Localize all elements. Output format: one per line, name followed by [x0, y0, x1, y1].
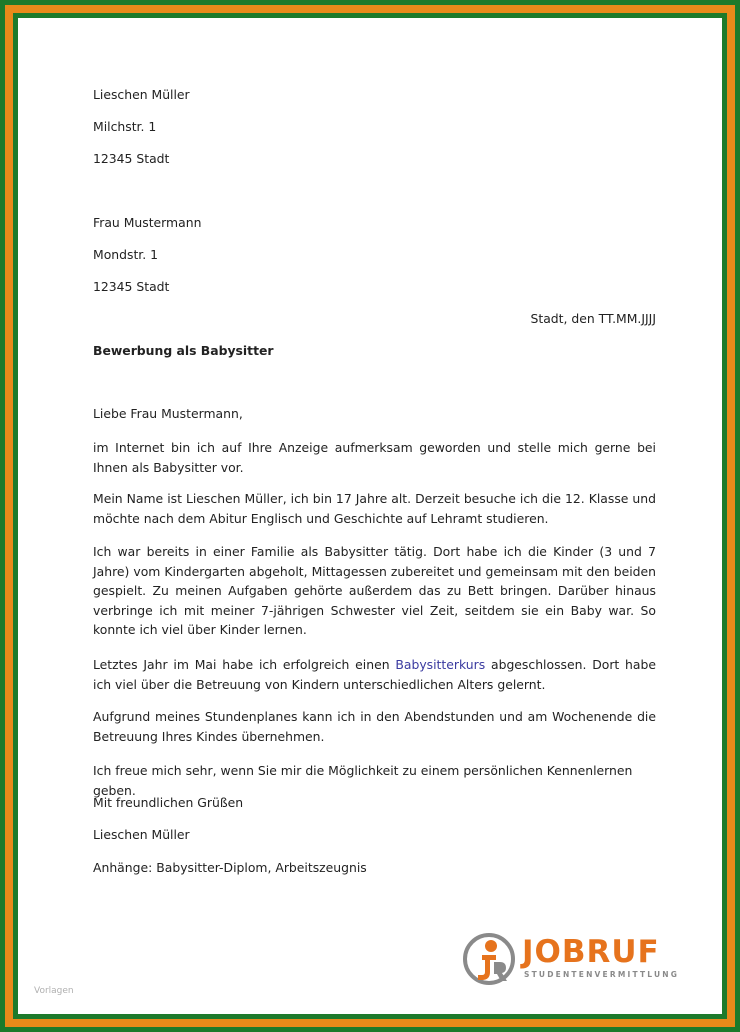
- date-line: Stadt, den TT.MM.JJJJ: [530, 311, 656, 326]
- sender-city: 12345 Stadt: [93, 151, 170, 166]
- jobruf-logo-icon: [460, 930, 518, 988]
- watermark: Vorlagen: [34, 986, 74, 996]
- paragraph-intro: im Internet bin ich auf Ihre Anzeige aufmerksam geworden und stelle mich gerne bei Ihnen als Babysitter vor.: [93, 440, 656, 475]
- paragraph-closing-wish: Ich freue mich sehr, wenn Sie mir die Möglichkeit zu einem persönlichen Kennenlernen geben.: [93, 763, 633, 798]
- recipient-street: Mondstr. 1: [93, 247, 159, 262]
- course-text-before: Letztes Jahr im Mai habe ich erfolgreich einen: [93, 657, 396, 672]
- salutation: Liebe Frau Mustermann,: [93, 406, 243, 421]
- course-text-after: abgeschlossen. Dort habe ich viel über die Betreuung von Kindern unterschiedlichen Alters gelernt.: [93, 657, 656, 692]
- attachments: Anhänge: Babysitter-Diplom, Arbeitszeugnis: [93, 860, 367, 875]
- paragraph-about-me: Mein Name ist Lieschen Müller, ich bin 17 Jahre alt. Derzeit besuche ich die 12. Klasse und möchte nach dem Abitur Englisch und Geschichte auf Lehramt studieren.: [93, 491, 656, 526]
- paragraph-availability: Aufgrund meines Stundenplanes kann ich in den Abendstunden und am Wochenende die Betreuung Ihres Kindes übernehmen.: [93, 709, 656, 744]
- letter-page: [18, 18, 722, 1014]
- sender-street: Milchstr. 1: [93, 119, 157, 134]
- logo-wordmark: JOBRUF: [522, 934, 660, 970]
- recipient-city: 12345 Stadt: [93, 279, 170, 294]
- sender-name: Lieschen Müller: [93, 87, 190, 102]
- logo-tagline: STUDENTENVERMITTLUNG: [524, 970, 680, 979]
- paragraph-course: [93, 655, 656, 694]
- subject-line: Bewerbung als Babysitter: [93, 343, 274, 358]
- jobruf-logo: [460, 930, 680, 990]
- paragraph-experience: Ich war bereits in einer Familie als Babysitter tätig. Dort habe ich die Kinder (3 und 7 Jahre) vom Kindergarten abgeholt, Mittagessen zubereitet und gemeinsam mit den beiden gespielt. Zu meinen Aufgaben gehörte außerdem das zu Bett bringen. Darüber hinaus verbringe ich mit meiner 7-jährigen Schwester viel Zeit, seitdem sie ein Baby war. So konnte ich viel über Kinder lernen.: [93, 544, 656, 637]
- recipient-name: Frau Mustermann: [93, 215, 202, 230]
- signature: Lieschen Müller: [93, 827, 190, 842]
- babysitterkurs-link[interactable]: Babysitterkurs: [395, 657, 486, 672]
- closing: Mit freundlichen Grüßen: [93, 795, 244, 810]
